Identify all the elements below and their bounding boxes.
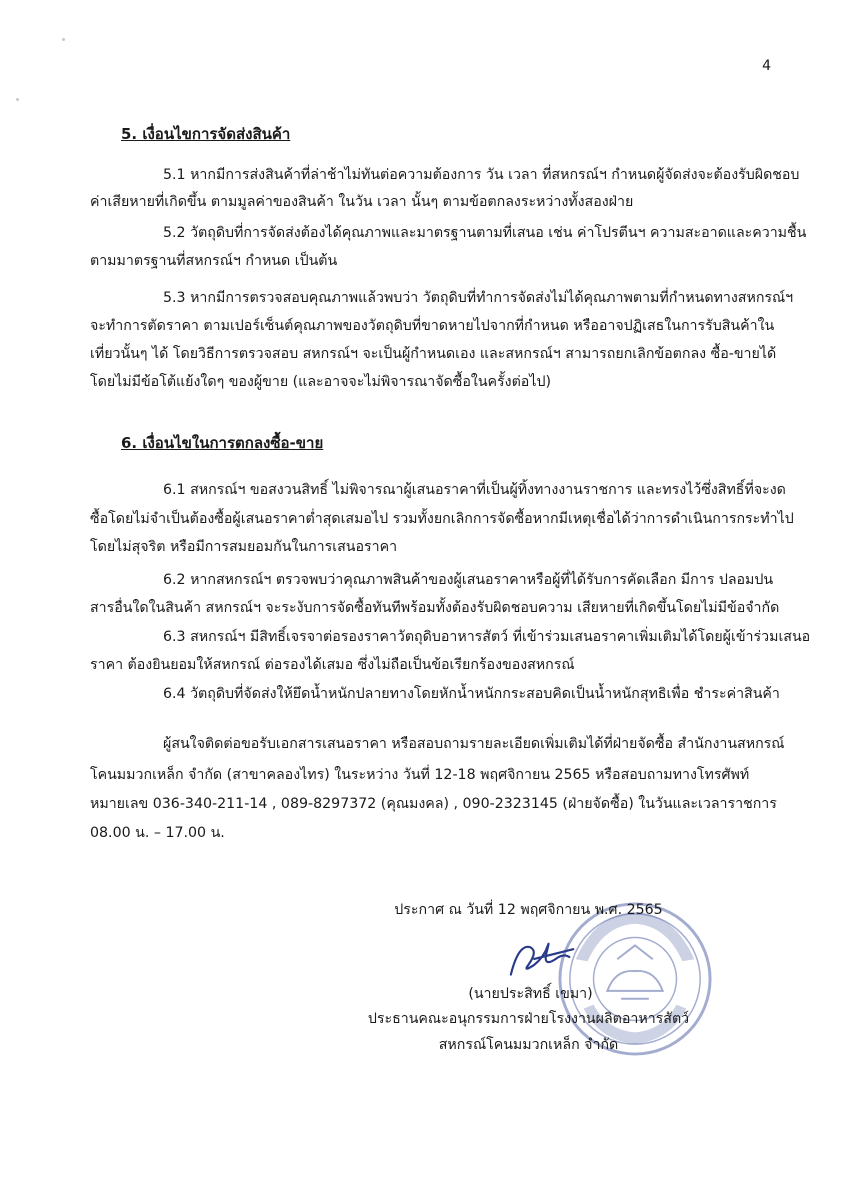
handwritten-signature-icon bbox=[505, 935, 583, 981]
section-6-line: ซื้อโดยไม่จำเป็นต้องซื้อผู้เสนอราคาต่ำสุดเสมอไป รวมทั้งยกเลิกการจัดซื้อหากมีเหตุเชื่อได้ว่าการดำเนินการกระทำไป bbox=[90, 511, 794, 527]
section-6-line: 6.1 สหกรณ์ฯ ขอสงวนสิทธิ์ ไม่พิจารณาผู้เสนอราคาที่เป็นผู้ทิ้งทางงานราชการ และทรงไว้ซึ่งสิทธิ์ที่จะงด bbox=[163, 482, 786, 498]
section-6-line: โดยไม่สุจริต หรือมีการสมยอมกันในการเสนอราคา bbox=[90, 539, 398, 555]
section-6-heading: 6. เงื่อนไขในการตกลงซื้อ-ขาย bbox=[121, 434, 324, 452]
section-5-line: จะทำการตัดราคา ตามเปอร์เซ็นต์คุณภาพของวัตถุดิบที่ขาดหายไปจากที่กำหนด หรืออาจปฏิเสธในการรับสินค้าใน bbox=[90, 318, 775, 334]
contact-line: ผู้สนใจติดต่อขอรับเอกสารเสนอราคา หรือสอบถามรายละเอียดเพิ่มเติมได้ที่ฝ่ายจัดซื้อ สำนักงานสหกรณ์ bbox=[163, 736, 785, 752]
announce-date: ประกาศ ณ วันที่ 12 พฤศจิกายน พ.ศ. 2565 bbox=[394, 902, 663, 918]
section-5-line: ค่าเสียหายที่เกิดขึ้น ตามมูลค่าของสินค้า ในวัน เวลา นั้นๆ ตามข้อตกลงระหว่างทั้งสองฝ่าย bbox=[90, 194, 634, 210]
signer-title: ประธานคณะอนุกรรมการฝ่ายโรงงานผลิตอาหารสัตว์ bbox=[367, 1011, 690, 1027]
signer-name: (นายประสิทธิ์ เขมา) bbox=[468, 986, 593, 1002]
organization-name: สหกรณ์โคนมมวกเหล็ก จำกัด bbox=[438, 1037, 619, 1053]
section-5-line: โดยไม่มีข้อโต้แย้งใดๆ ของผู้ขาย (และอาจจะไม่พิจารณาจัดซื้อในครั้งต่อไป) bbox=[90, 374, 551, 390]
contact-line: หมายเลข 036-340-211-14 , 089-8297372 (คุณมงคล) , 090-2323145 (ฝ่ายจัดซื้อ) ในวันและเวลาราชการ bbox=[90, 796, 777, 812]
section-6-line: 6.2 หากสหกรณ์ฯ ตรวจพบว่าคุณภาพสินค้าของผู้เสนอราคาหรือผู้ที่ได้รับการคัดเลือก มีการ ปลอมปน bbox=[163, 572, 774, 588]
contact-line: โคนมมวกเหล็ก จำกัด (สาขาคลองไทร) ในระหว่าง วันที่ 12-18 พฤศจิกายน 2565 หรือสอบถามทางโทรศัพท์ bbox=[90, 767, 750, 783]
section-6-line: 6.3 สหกรณ์ฯ มีสิทธิ์เจรจาต่อรองราคาวัตถุดิบอาหารสัตว์ ที่เข้าร่วมเสนอราคาเพิ่มเติมได้โดยผู้เข้าร่วมเสนอ bbox=[163, 629, 811, 645]
scan-speck bbox=[62, 38, 65, 41]
section-5-heading: 5. เงื่อนไขการจัดส่งสินค้า bbox=[121, 125, 291, 143]
section-5-line: 5.3 หากมีการตรวจสอบคุณภาพแล้วพบว่า วัตถุดิบที่ทำการจัดส่งไม่ได้คุณภาพตามที่กำหนดทางสหกรณ์ฯ bbox=[163, 290, 794, 306]
section-5-line: ตามมาตรฐานที่สหกรณ์ฯ กำหนด เป็นต้น bbox=[90, 253, 338, 269]
section-6-line: สารอื่นใดในสินค้า สหกรณ์ฯ จะระงับการจัดซื้อทันทีพร้อมทั้งต้องรับผิดชอบความ เสียหายที่เกิดขึ้นโดยไม่มีข้อจำกัด bbox=[90, 600, 780, 616]
section-6-line: 6.4 วัตถุดิบที่จัดส่งให้ยึดน้ำหนักปลายทางโดยหักน้ำหนักกระสอบคิดเป็นน้ำหนักสุทธิเพื่อ ชำระค่าสินค้า bbox=[163, 686, 780, 702]
page-number: 4 bbox=[762, 58, 771, 74]
contact-line: 08.00 น. – 17.00 น. bbox=[90, 825, 225, 841]
section-6-line: ราคา ต้องยินยอมให้สหกรณ์ ต่อรองได้เสมอ ซึ่งไม่ถือเป็นข้อเรียกร้องของสหกรณ์ bbox=[90, 657, 575, 673]
section-5-line: 5.2 วัตถุดิบที่การจัดส่งต้องได้คุณภาพและมาตรฐานตามที่เสนอ เช่น ค่าโปรตีนฯ ความสะอาดและความชื้น bbox=[163, 225, 807, 241]
section-5-line: 5.1 หากมีการส่งสินค้าที่ล่าช้าไม่ทันต่อความต้องการ วัน เวลา ที่สหกรณ์ฯ กำหนดผู้จัดส่งจะต้องรับผิดชอบ bbox=[163, 167, 800, 183]
scan-speck bbox=[16, 98, 19, 101]
section-5-line: เที่ยวนั้นๆ ได้ โดยวิธีการตรวจสอบ สหกรณ์ฯ จะเป็นผู้กำหนดเอง และสหกรณ์ฯ สามารถยกเลิกข้อตกลง ซื้อ-ขายได้ bbox=[90, 346, 777, 362]
